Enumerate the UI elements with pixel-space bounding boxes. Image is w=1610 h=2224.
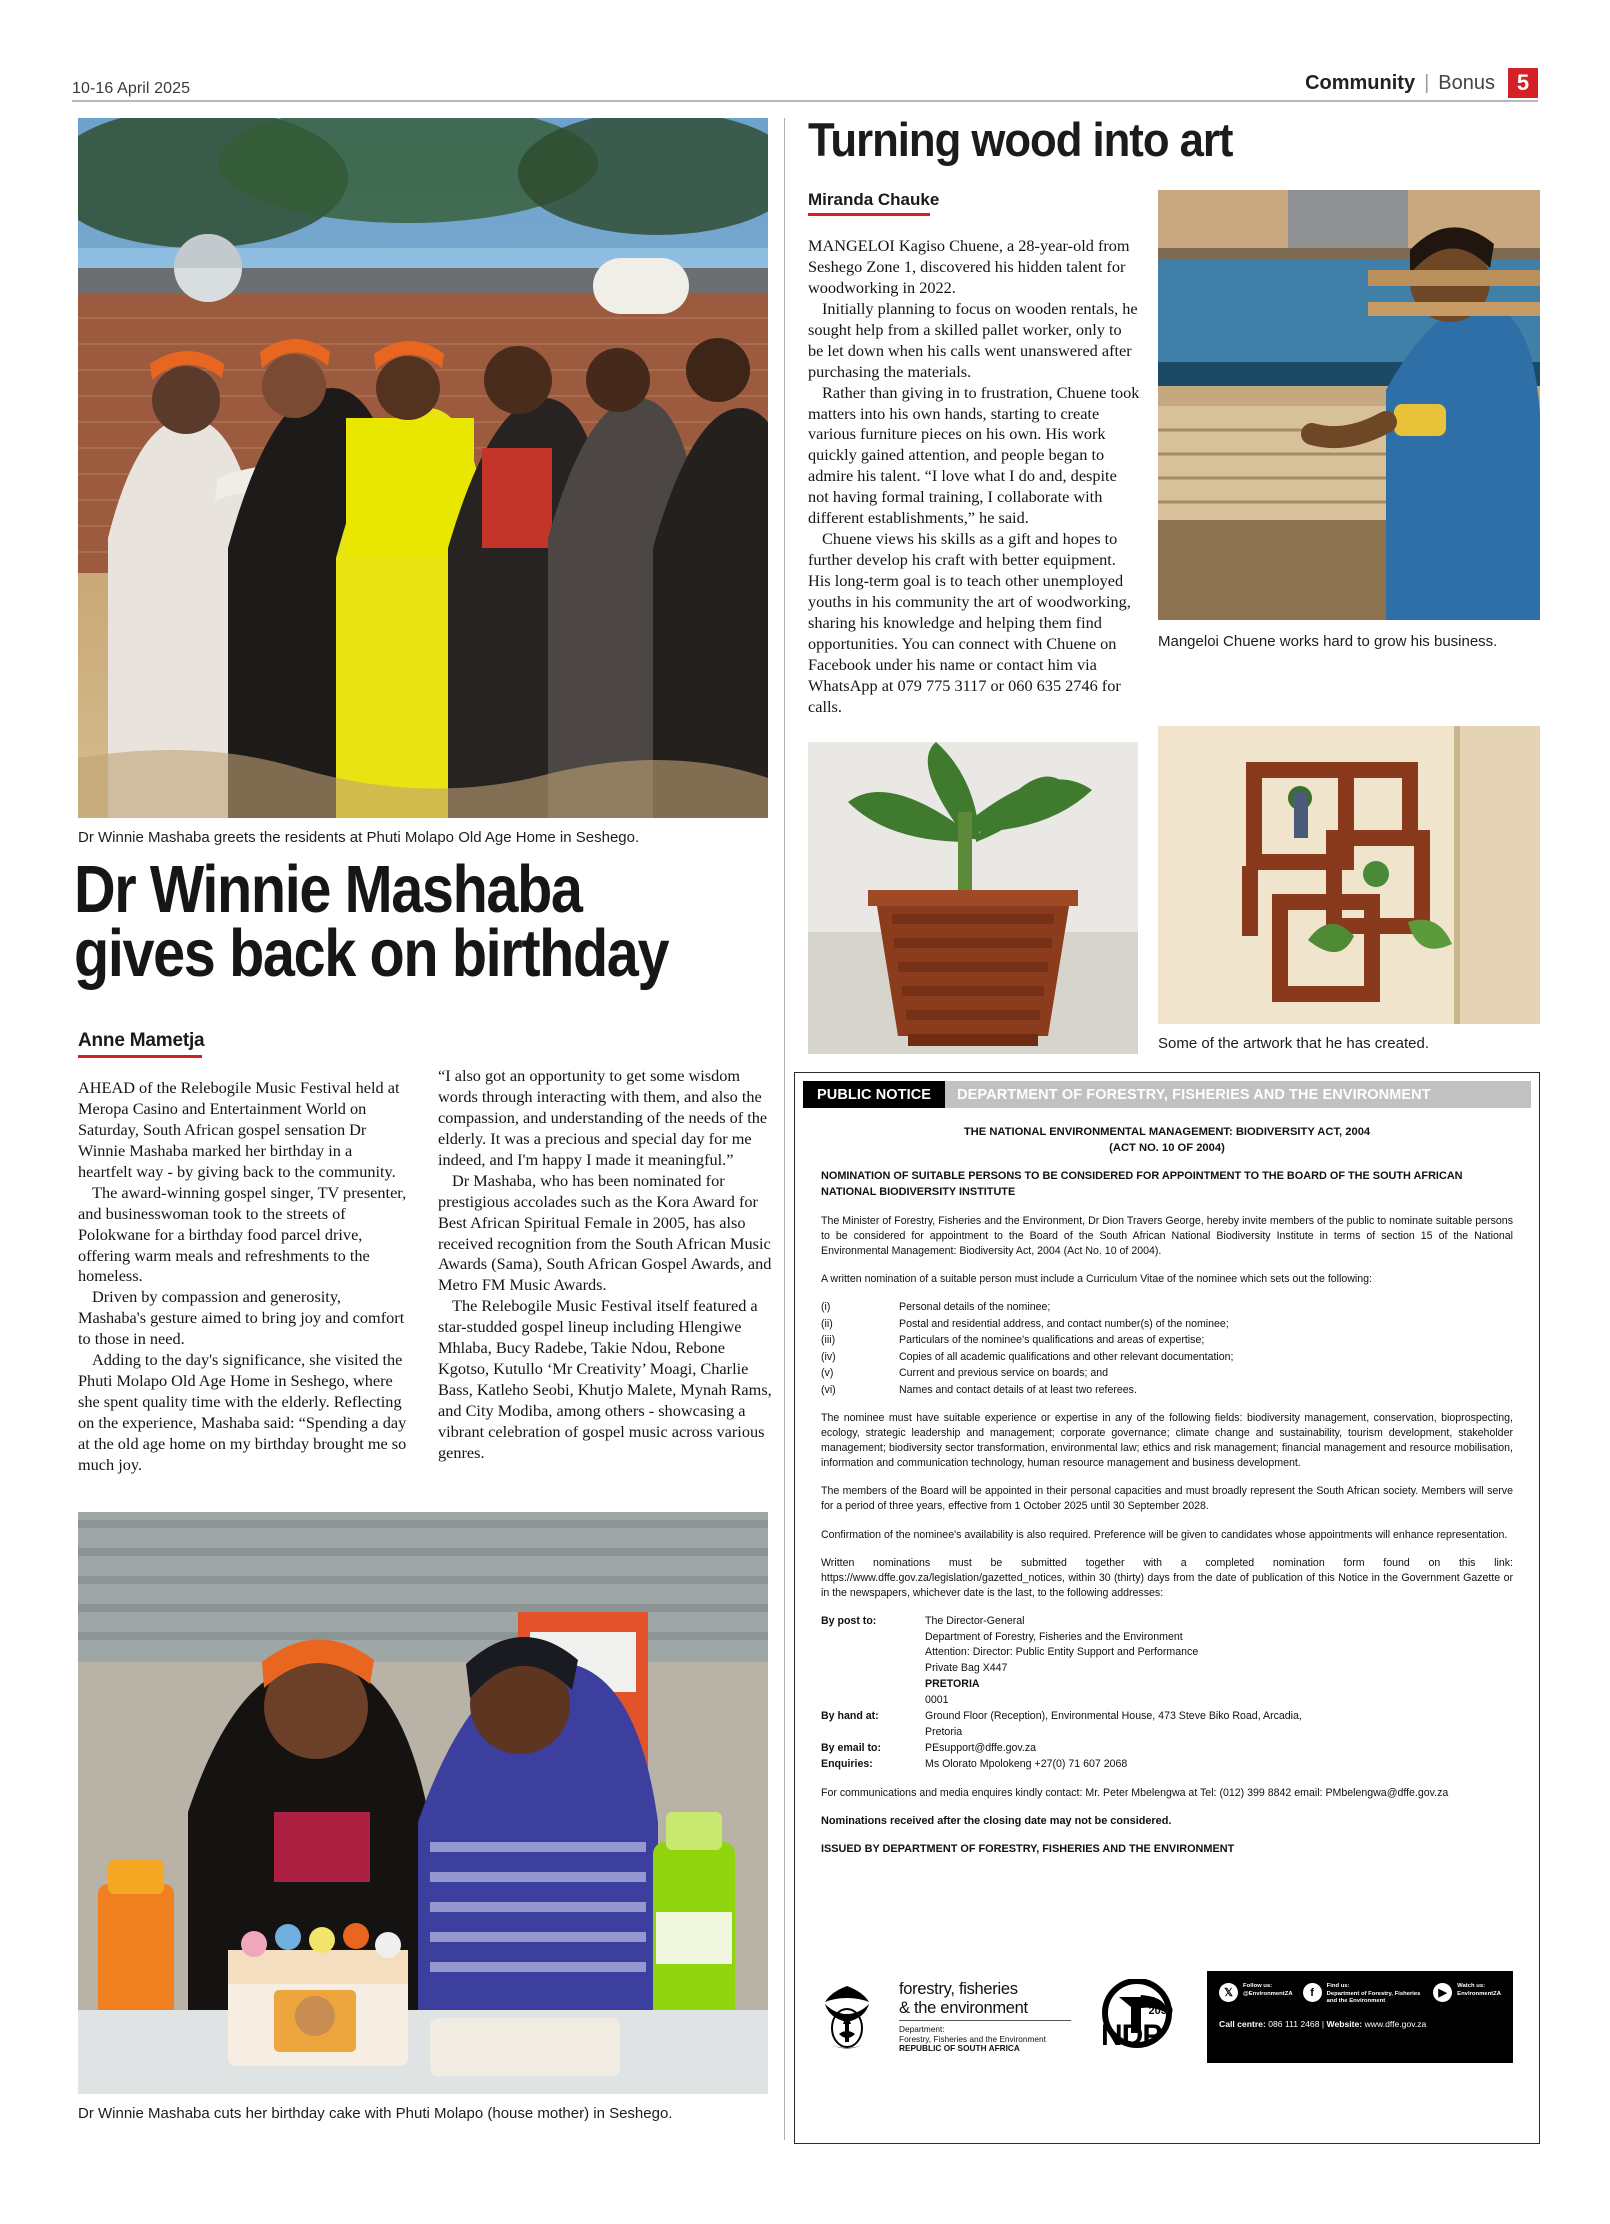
separator: | <box>1321 2018 1325 2029</box>
list-item <box>821 1332 1513 1349</box>
ndp-year: 2030 <box>1148 2005 1173 2017</box>
address-row <box>821 1645 1513 1661</box>
list-item-number: (i) <box>821 1301 831 1314</box>
call-centre-label: Call centre: <box>1219 2018 1266 2029</box>
masthead <box>72 58 1538 98</box>
social-youtube-text <box>1457 1983 1501 1998</box>
address-value: Attention: Director: Public Entity Support and Performance <box>925 1646 1199 1659</box>
list-item-number: (v) <box>821 1367 834 1380</box>
social-fb-label: Find us: <box>1326 1983 1350 1989</box>
ffe-divider <box>899 2020 1071 2021</box>
ffe-logo-text <box>899 1980 1071 2053</box>
address-label-spacer <box>821 1630 925 1646</box>
photo-graphic <box>1158 190 1540 620</box>
paragraph: The award-winning gospel singer, TV presenter, and businesswoman took to the streets of Polokwane for a birthday food parcel drive, offering warm meals and refreshments to the homeless. <box>78 1182 407 1286</box>
photo-wall-shelves <box>1158 726 1540 1024</box>
paragraph-minister: The Minister of Forestry, Fisheries and the Environment, Dr Dion Travers George, hereby invite members of the public to nominate suitable persons to be considered for appointment to the Board of the South African National Biodiversity Institute in terms of section 15 of the National Environmental Management: Biodiversity Act, 2004 (Act No. 10 of 2004). <box>821 1215 1513 1258</box>
right-article-column <box>808 236 1140 718</box>
address-value: Department of Forestry, Fisheries and the Environment <box>925 1630 1183 1643</box>
list-item-number: (vi) <box>821 1383 836 1396</box>
address-label-spacer <box>821 1693 925 1709</box>
left-article-column-1 <box>78 1078 408 1476</box>
ffe-dept-label: Department: <box>899 2024 945 2035</box>
byline-right <box>808 190 939 216</box>
ffe-title-line2: & the environment <box>899 1998 1028 2017</box>
header-rule <box>72 100 1538 102</box>
photo-caption-worker: Mangeloi Chuene works hard to grow his business. <box>1158 633 1498 650</box>
address-value: Private Bag X447 <box>925 1662 1008 1675</box>
address-label: By post to: <box>821 1614 877 1627</box>
address-row <box>821 1709 1513 1725</box>
address-value: Ground Floor (Reception), Environmental House, 473 Steve Biko Road, Arcadia, <box>925 1709 1302 1722</box>
photo-caption-artwork: Some of the artwork that he has created. <box>1158 1035 1429 1052</box>
subsection-name: Bonus <box>1438 71 1495 94</box>
paragraph: AHEAD of the Relebogile Music Festival held at Meropa Casino and Entertainment World on Saturday, South African gospel sensation Dr Winnie Mashaba marked her birthday in a heartfelt way - by giving back to the community. <box>78 1078 400 1181</box>
ffe-dept-name: Forestry, Fisheries and the Environment <box>899 2034 1046 2045</box>
social-yt-label: Watch us: <box>1457 1983 1486 1989</box>
social-x-label: Follow us: <box>1243 1983 1273 1989</box>
social-item-facebook[interactable] <box>1303 1983 1424 2006</box>
photo-chuene-working <box>1158 190 1540 620</box>
address-label: By email to: <box>821 1741 882 1754</box>
list-item <box>821 1382 1513 1399</box>
issued-by: ISSUED BY DEPARTMENT OF FORESTRY, FISHERIES AND THE ENVIRONMENT <box>821 1843 1235 1856</box>
south-africa-coat-of-arms-icon <box>821 1984 873 2050</box>
photo-planter-box <box>808 742 1138 1054</box>
address-label: Enquiries: <box>821 1757 873 1770</box>
call-centre-row <box>1219 2019 1501 2029</box>
section-separator: | <box>1424 71 1430 94</box>
address-value: Pretoria <box>925 1725 963 1738</box>
list-item <box>821 1316 1513 1333</box>
public-notice-bar <box>803 1081 1531 1108</box>
coat-of-arms-graphic <box>821 1984 873 2050</box>
address-label-spacer <box>821 1677 925 1693</box>
act-title-line1: THE NATIONAL ENVIRONMENTAL MANAGEMENT: BIODIVERSITY ACT, 2004 <box>963 1126 1371 1138</box>
public-notice-department: DEPARTMENT OF FORESTRY, FISHERIES AND THE ENVIRONMENT <box>957 1086 1431 1103</box>
byline-left-name: Anne Mametja <box>78 1030 205 1051</box>
social-icons-row <box>1219 1983 1501 2006</box>
public-notice-box <box>794 1072 1540 2144</box>
address-row <box>821 1630 1513 1646</box>
byline-right-rule <box>808 213 930 216</box>
nomination-heading: NOMINATION OF SUITABLE PERSONS TO BE CONSIDERED FOR APPOINTMENT TO THE BOARD OF THE SOUTH AFRICAN NATIONAL BIODIVERSITY INSTITUTE <box>821 1170 1463 1199</box>
paragraph: Dr Mashaba, who has been nominated for prestigious accolades such as the Kora Award for Best African Spiritual Female in 2005, has also received recognition from the South African Music Awards (Sama), South African Gospel Awards, and Metro FM Music Awards. <box>438 1170 772 1295</box>
social-x-handle: @EnvironmentZA <box>1243 1990 1293 1997</box>
list-item-number: (iv) <box>821 1350 836 1363</box>
ffe-title-line1: forestry, fisheries <box>899 1980 1018 1999</box>
social-x-text <box>1243 1983 1293 1998</box>
paragraph: Driven by compassion and generosity, Mashaba's gesture aimed to bring joy and comfort to those in need. <box>78 1287 405 1349</box>
paragraph-cv: A written nomination of a suitable person must include a Curriculum Vitae of the nominee which sets out the following: <box>821 1273 1372 1286</box>
photo-caption-top: Dr Winnie Mashaba greets the residents at Phuti Molapo Old Age Home in Seshego. <box>78 829 640 846</box>
address-row <box>821 1725 1513 1741</box>
public-notice-body <box>795 1108 1539 1858</box>
x-icon[interactable]: 𝕏 <box>1219 1983 1238 2002</box>
photo-graphic <box>1158 726 1540 1024</box>
paragraph: The Relebogile Music Festival itself featured a star-studded gospel lineup including Hlengiwe Mhlaba, Bucy Radebe, Takie Ndou, Rebone Kgotso, Kutullo ‘Mr Creativity’ Moagi, Charlie Bass, Katleho Seobi, Khutjo Malete, Mynah Rams, and City Modiba, among others - showcasing a vibrant celebration of gospel music across various genres. <box>438 1296 772 1462</box>
section-name: Community <box>1305 71 1416 94</box>
paragraph: Rather than giving in to frustration, Chuene took matters into his own hands, starting to create various furniture pieces on his own. His work quickly gained attention, and people began to admire his talent. “I love what I do and, despite not having formal training, I collaborate with different establishments,” he said. <box>808 382 1140 528</box>
ffe-country: REPUBLIC OF SOUTH AFRICA <box>899 2043 1020 2054</box>
main-headline-line2: gives back on birthday <box>74 916 669 992</box>
notice-logos <box>795 1971 1541 2121</box>
social-media-panel <box>1207 1971 1513 2063</box>
list-item <box>821 1349 1513 1366</box>
photo-mashaba-greeting <box>78 118 768 818</box>
list-item-text: Postal and residential address, and contact number(s) of the nominee; <box>899 1317 1229 1330</box>
address-value-enquiries: Ms Olorato Mpolokeng +27(0) 71 607 2068 <box>925 1757 1128 1770</box>
address-label-spacer <box>821 1725 925 1741</box>
addresses-block <box>821 1614 1513 1773</box>
paragraph: Initially planning to focus on wooden rentals, he sought help from a skilled pallet worker, only to be let down when his calls went unanswered after purchasing the materials. <box>808 298 1138 381</box>
address-row <box>821 1661 1513 1677</box>
address-label-spacer <box>821 1645 925 1661</box>
list-item-text: Copies of all academic qualifications and other relevant documentation; <box>899 1350 1234 1363</box>
right-headline: Turning wood into art <box>808 113 1233 166</box>
paragraph: MANGELOI Kagiso Chuene, a 28-year-old from Seshego Zone 1, discovered his hidden talent for woodworking in 2022. <box>808 236 1130 297</box>
social-facebook-text <box>1327 1983 1424 2006</box>
paragraph-media: For communications and media enquires kindly contact: Mr. Peter Mbelengwa at Tel: (012) 399 8842 email: PMbelengwa@dffe.gov.za <box>821 1786 1449 1799</box>
requirements-list <box>821 1299 1513 1398</box>
byline-left-rule <box>78 1055 202 1058</box>
logo-row <box>795 1971 1541 2063</box>
facebook-icon[interactable]: f <box>1303 1983 1322 2002</box>
list-item <box>821 1299 1513 1316</box>
social-yt-handle: EnvironmentZA <box>1457 1990 1501 1997</box>
social-item-youtube[interactable] <box>1433 1983 1501 2006</box>
address-value: The Director-General <box>925 1614 1025 1627</box>
ndp-2030-logo-icon <box>1097 1979 1181 2055</box>
address-value-email: PEsupport@dffe.gov.za <box>925 1741 1037 1754</box>
list-item-number: (ii) <box>821 1317 833 1330</box>
section-group <box>1305 68 1538 98</box>
call-centre-value: 086 111 2468 <box>1268 2018 1320 2029</box>
address-label-spacer <box>821 1661 925 1677</box>
list-item-text: Personal details of the nominee; <box>899 1301 1051 1314</box>
photo-graphic <box>78 118 768 818</box>
address-label: By hand at: <box>821 1709 879 1722</box>
youtube-icon[interactable]: ▶ <box>1433 1983 1452 2002</box>
website-label: Website: <box>1326 2018 1363 2029</box>
paragraph-submission: Written nominations must be submitted together with a completed nomination form found on this link: https://www.dffe.gov.za/legislation/gazetted_notices, within 30 (thirty) days from the date of publication of this Notice in the Government Gazette or in the newspapers, whichever date is the last, to the following addresses: <box>821 1556 1513 1599</box>
byline-left <box>78 1030 204 1058</box>
byline-right-name: Miranda Chauke <box>808 190 940 209</box>
ndp-label: NDP <box>1101 2019 1162 2052</box>
paragraph-late-nominations: Nominations received after the closing date may not be considered. <box>821 1814 1172 1827</box>
paragraph: Chuene views his skills as a gift and hopes to further develop his craft with better equipment. His long-term goal is to teach other unemployed youths in his community the art of woodworking, sharing his knowledge and helping them find opportunities. You can connect with Chuene on Facebook under his name or contact him via WhatsApp at 079 775 3117 or 060 635 2746 for calls. <box>808 529 1131 716</box>
issue-date: 10-16 April 2025 <box>72 80 191 97</box>
social-fb-handle: Department of Forestry, Fisheries and the Environment <box>1326 1990 1421 2005</box>
main-headline-line1: Dr Winnie Mashaba <box>74 852 582 927</box>
address-row <box>821 1614 1513 1630</box>
photo-birthday-cake <box>78 1512 768 2094</box>
column-divider <box>784 118 785 2140</box>
list-item <box>821 1365 1513 1382</box>
page-number-badge: 5 <box>1508 68 1538 98</box>
address-value-postcode: 0001 <box>925 1694 949 1707</box>
website-value: www.dffe.gov.za <box>1364 2018 1427 2029</box>
photo-caption-bottom: Dr Winnie Mashaba cuts her birthday cake with Phuti Molapo (house mother) in Seshego. <box>78 2105 673 2122</box>
paragraph: “I also got an opportunity to get some wisdom words through interacting with them, and also the compassion, and understanding of the needs of the elderly. It was a precious and special day for me indeed, and I'm happy I made it meaningful.” <box>438 1066 768 1169</box>
photo-graphic <box>808 742 1138 1054</box>
main-headline <box>74 852 685 992</box>
address-row <box>821 1677 1513 1693</box>
paragraph-fields: The nominee must have suitable experience or expertise in any of the following fields: biodiversity management, conservation, bioprospecting, ecology, strategic leadership and management; corporate governance; climate change and sustainability, tourism development, stakeholder management; biodiversity sector transformation, environmental law; ethics and risk management; financial management and resource mobilisation, information and communication technology, human resource management and business development. <box>821 1412 1513 1470</box>
list-item-text: Current and previous service on boards; and <box>899 1367 1109 1380</box>
social-item-x[interactable] <box>1219 1983 1293 2006</box>
left-article-column-2 <box>438 1066 772 1464</box>
paragraph-confirmation: Confirmation of the nominee's availability is also required. Preference will be given to candidates whose appointments will enhance representation. <box>821 1528 1508 1541</box>
paragraph: Adding to the day's significance, she visited the Phuti Molapo Old Age Home in Seshego, where she spent quality time with the elderly. Reflecting on the experience, Mashaba said: “Spending a day at the old age home on my birthday brought me so much joy. <box>78 1350 407 1474</box>
address-value-city: PRETORIA <box>925 1678 980 1691</box>
address-row <box>821 1693 1513 1709</box>
paragraph-board: The members of the Board will be appointed in their personal capacities and must broadly represent the South African society. Members will serve for a period of three years, effective from 1 October 2025 until 30 September 2028. <box>821 1485 1513 1513</box>
act-title-line2: (ACT NO. 10 OF 2004) <box>1109 1142 1225 1155</box>
public-notice-tag: PUBLIC NOTICE <box>803 1081 945 1108</box>
address-row <box>821 1757 1513 1773</box>
photo-graphic <box>78 1512 768 2094</box>
list-item-text: Names and contact details of at least two referees. <box>899 1383 1137 1396</box>
list-item-text: Particulars of the nominee's qualifications and areas of expertise; <box>899 1334 1205 1347</box>
address-row <box>821 1741 1513 1757</box>
list-item-number: (iii) <box>821 1334 836 1347</box>
